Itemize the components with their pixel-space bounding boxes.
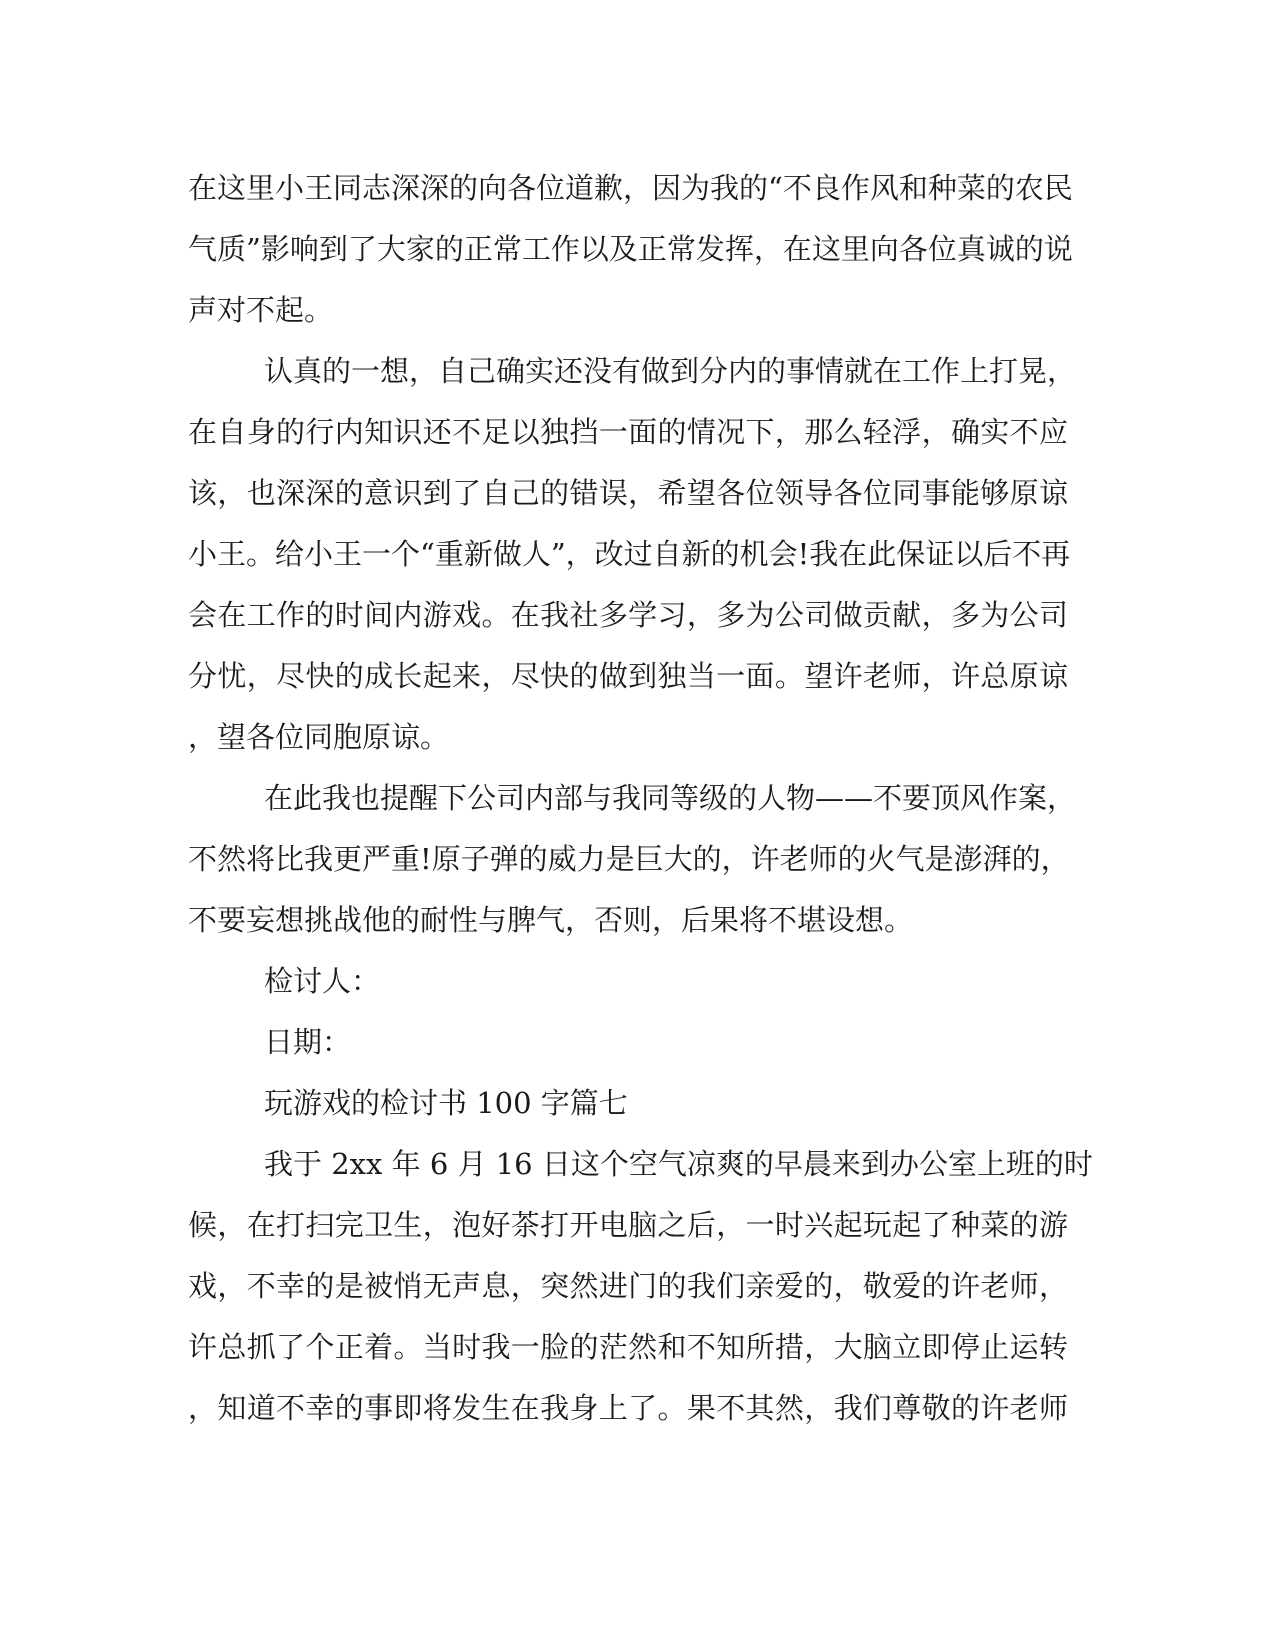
text-line: 日期：: [264, 1025, 352, 1059]
text-line: 检讨人：: [264, 964, 381, 998]
text-line: 分忧，尽快的成长起来，尽快的做到独当一面。望许老师，许总原谅: [188, 659, 1068, 693]
text-line: 气质”影响到了大家的正常工作以及正常发挥，在这里向各位真诚的说: [188, 232, 1073, 266]
text-line: 不要妄想挑战他的耐性与脾气，否则，后果将不堪设想。: [188, 903, 914, 937]
text-line: 声对不起。: [188, 293, 334, 327]
document-body: [188, 158, 1093, 1439]
text-line: ，知道不幸的事即将发生在我身上了。果不其然，我们尊敬的许老师: [188, 1391, 1068, 1425]
text-line: 在这里小王同志深深的向各位道歉，因为我的“不良作风和种菜的农民: [188, 171, 1073, 205]
text-line: 候，在打扫完卫生，泡好茶打开电脑之后，一时兴起玩起了种菜的游: [188, 1208, 1068, 1242]
text-line: 会在工作的时间内游戏。在我社多学习，多为公司做贡献，多为公司: [188, 598, 1068, 632]
text-line: 在此我也提醒下公司内部与我同等级的人物——不要顶风作案，: [264, 781, 1077, 815]
text-line: 我于 2xx 年 6 月 16 日这个空气凉爽的早晨来到办公室上班的时: [264, 1147, 1093, 1181]
text-line: 小王。给小王一个“重新做人”，改过自新的机会!我在此保证以后不再: [188, 537, 1071, 571]
text-line: 该，也深深的意识到了自己的错误，希望各位领导各位同事能够原谅: [188, 476, 1068, 510]
text-line: 不然将比我更严重!原子弹的威力是巨大的，许老师的火气是澎湃的，: [188, 842, 1070, 876]
text-line: 许总抓了个正着。当时我一脸的茫然和不知所措，大脑立即停止运转: [188, 1330, 1068, 1364]
text-line: 在自身的行内知识还不足以独挡一面的情况下，那么轻浮，确实不应: [188, 415, 1068, 449]
text-line: 认真的一想，自己确实还没有做到分内的事情就在工作上打晃，: [264, 354, 1077, 388]
text-line: 戏，不幸的是被悄无声息，突然进门的我们亲爱的，敬爱的许老师，: [188, 1269, 1068, 1303]
text-line: ，望各位同胞原谅。: [188, 720, 450, 754]
text-line: 玩游戏的检讨书 100 字篇七: [264, 1086, 628, 1120]
